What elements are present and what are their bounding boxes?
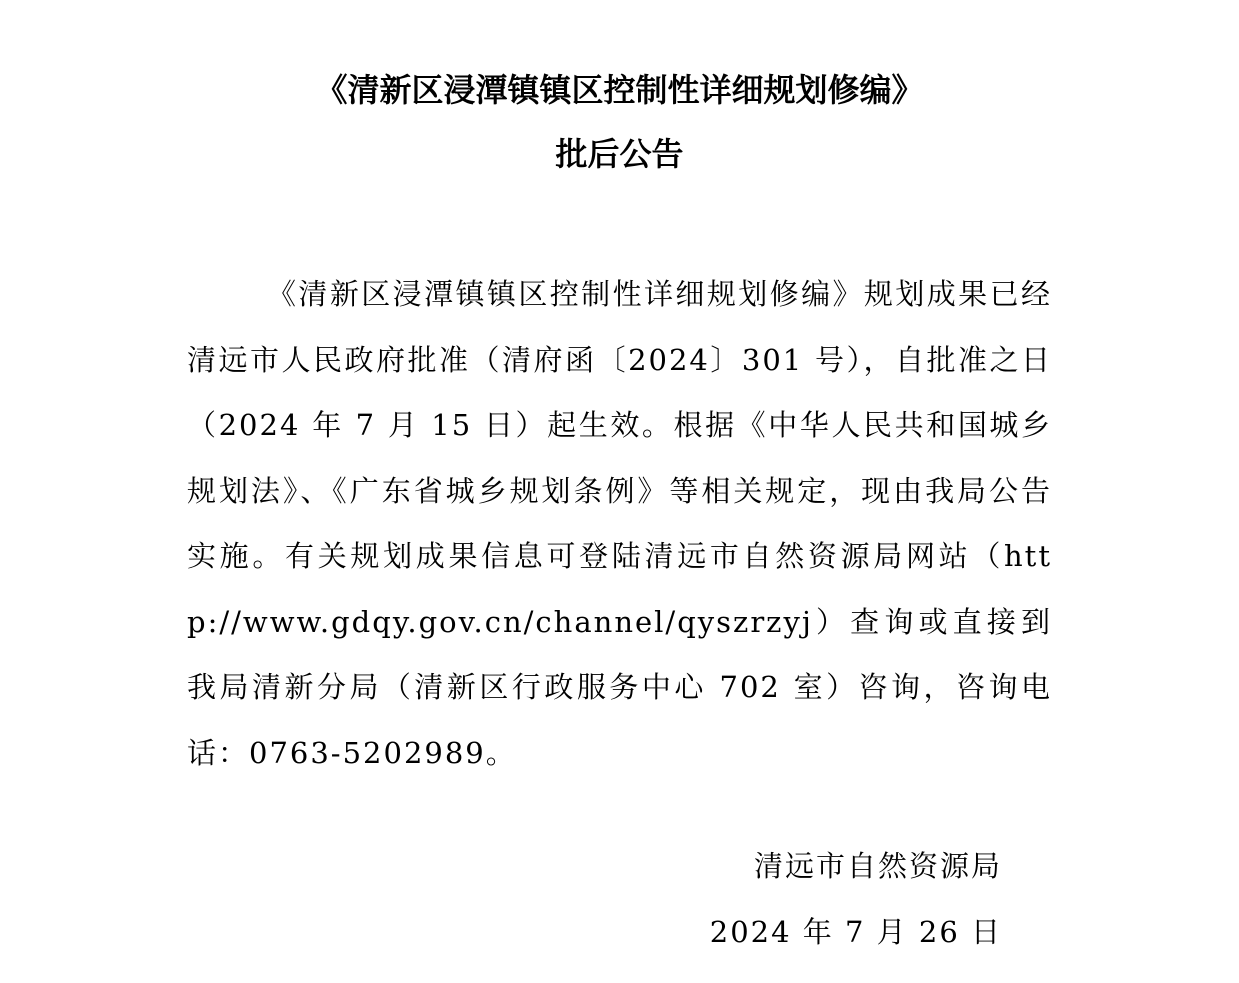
document-title: 《清新区浸潭镇镇区控制性详细规划修编》 <box>315 71 924 109</box>
signature-organization: 清远市自然资源局 <box>753 849 1002 883</box>
signature-date: 2024 年 7 月 26 日 <box>709 915 1002 949</box>
document-subtitle: 批后公告 <box>555 135 684 173</box>
announcement-paragraph: 《清新区浸潭镇镇区控制性详细规划修编》规划成果已经清远市人民政府批准（清府函〔2024〕301 号），自批准之日（2024 年 7 月 15 日）起生效。根据《中华人民共和国城乡规划法》、《广东省城乡规划条例》等相关规定，现由我局公告实施。有关规划成果信息可登陆清远市自然资源局网站（http://www.gdqy.gov.cn/channel/qyszrzyj）查询或直接到我局清新分局（清新区行政服务中心 702 室）咨询，咨询电话：0763-5202989。 <box>187 277 1052 770</box>
